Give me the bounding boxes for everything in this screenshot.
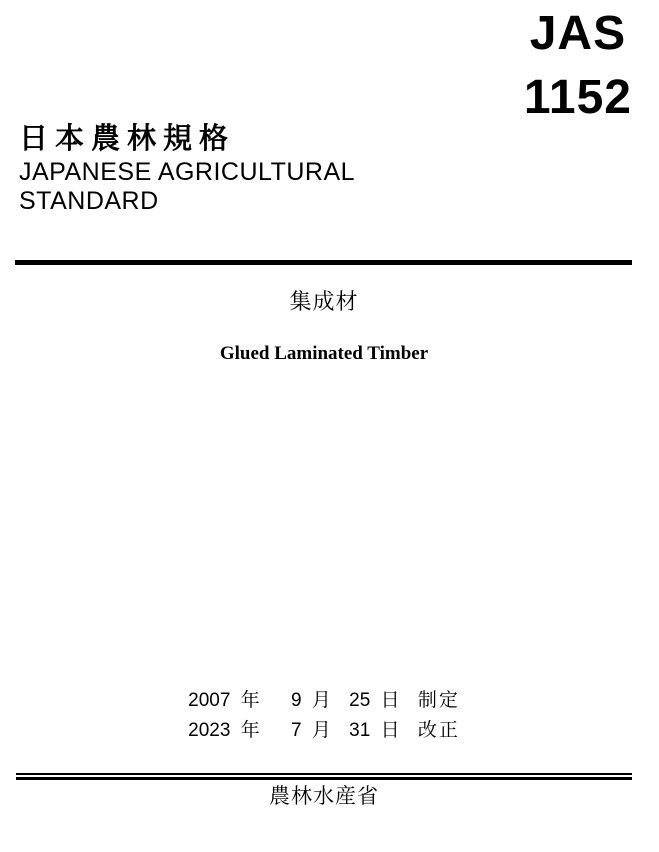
- enactment-year-unit: 年: [240, 690, 260, 711]
- revision-date-row: [16, 716, 632, 746]
- title-english-line1: JAPANESE AGRICULTURAL: [19, 158, 356, 186]
- enactment-year: 2007: [188, 690, 231, 711]
- revision-history: [16, 686, 632, 746]
- revision-month-unit: 月: [311, 720, 331, 741]
- enactment-action-label: 制定: [417, 690, 460, 711]
- title-japanese: 日本農林規格: [19, 123, 236, 155]
- publisher-name: 農林水産省: [269, 785, 379, 808]
- heading-block: [19, 120, 499, 216]
- subject-title-japanese: 集成材: [289, 289, 359, 314]
- enactment-month-unit: 月: [311, 690, 331, 711]
- enactment-day: 25: [349, 690, 371, 711]
- subject-title-english: Glued Laminated Timber: [219, 343, 429, 364]
- title-english-line2: STANDARD: [19, 187, 159, 215]
- standard-code-block: [524, 2, 632, 130]
- enactment-date-row: [16, 686, 632, 716]
- footer-divider-rule: [16, 773, 632, 780]
- revision-month: 7: [290, 720, 302, 741]
- revision-day-unit: 日: [380, 720, 400, 741]
- standard-org-label: JAS: [529, 7, 627, 60]
- enactment-day-unit: 日: [380, 690, 400, 711]
- revision-year-unit: 年: [240, 720, 260, 741]
- header-divider-rule: [15, 260, 632, 265]
- revision-year: 2023: [188, 720, 231, 741]
- revision-day: 31: [349, 720, 371, 741]
- revision-action-label: 改正: [417, 720, 460, 741]
- standard-number: 1152: [523, 71, 632, 124]
- enactment-month: 9: [290, 690, 302, 711]
